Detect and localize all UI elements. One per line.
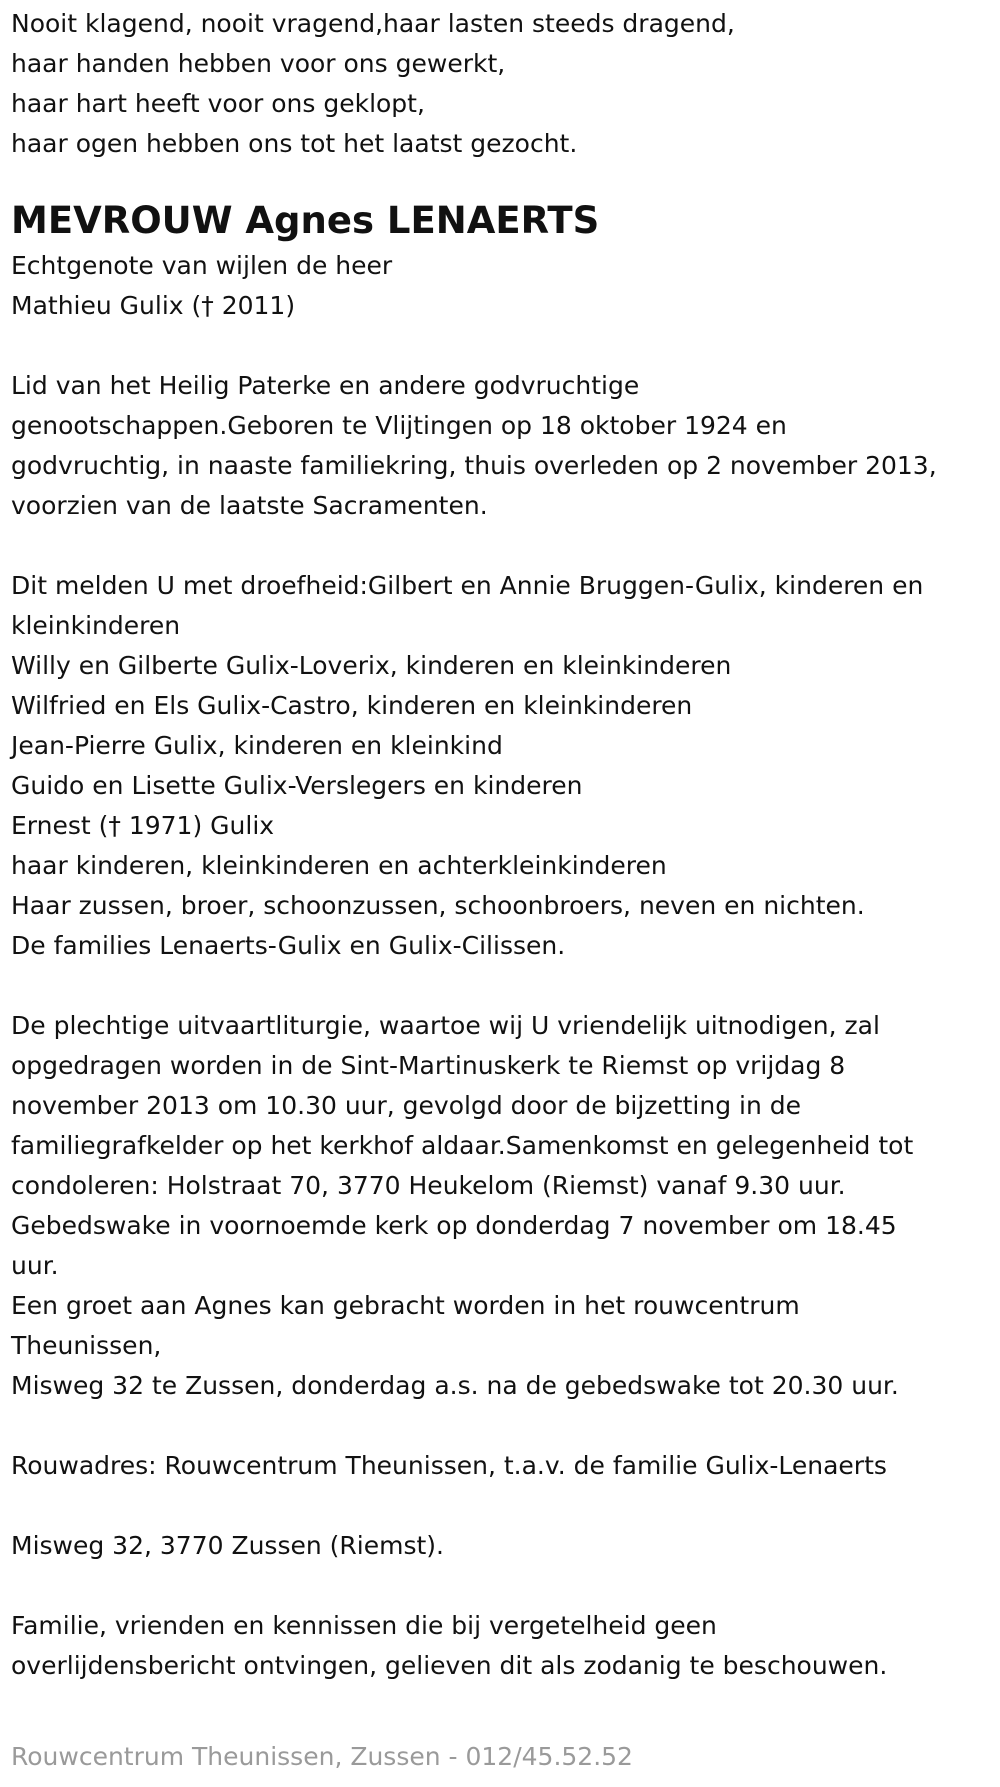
- ceremony-line: Gebedswake in voornoemde kerk op donderdag 7 november om 18.45: [11, 1211, 897, 1240]
- ceremony-line: november 2013 om 10.30 uur, gevolgd door de bijzetting in de: [11, 1091, 802, 1120]
- spouse-line: Echtgenote van wijlen de heer: [11, 251, 393, 280]
- family-line: Ernest († 1971) Gulix: [11, 811, 275, 840]
- family-block: [11, 566, 996, 966]
- biography-line: Lid van het Heilig Paterke en andere godvruchtige: [11, 371, 640, 400]
- ceremony-line: condoleren: Holstraat 70, 3770 Heukelom (Riemst) vanaf 9.30 uur.: [11, 1171, 846, 1200]
- obituary-notice: [11, 4, 996, 1686]
- family-line: haar kinderen, kleinkinderen en achterkleinkinderen: [11, 851, 667, 880]
- family-line: Willy en Gilberte Gulix-Loverix, kinderen en kleinkinderen: [11, 651, 732, 680]
- poem-block: [11, 4, 996, 164]
- ceremony-line: Theunissen,: [11, 1331, 162, 1360]
- ceremony-line: De plechtige uitvaartliturgie, waartoe wij U vriendelijk uitnodigen, zal: [11, 1011, 880, 1040]
- closing-block: [11, 1606, 996, 1686]
- paragraph-spacer: [11, 1566, 996, 1606]
- paragraph-spacer: [11, 526, 996, 566]
- spouse-line: Mathieu Gulix († 2011): [11, 291, 296, 320]
- family-line: Dit melden U met droefheid:Gilbert en Annie Bruggen-Gulix, kinderen en: [11, 571, 924, 600]
- ceremony-line: Een groet aan Agnes kan gebracht worden in het rouwcentrum: [11, 1291, 800, 1320]
- paragraph-spacer: [11, 966, 996, 1006]
- poem-line: haar ogen hebben ons tot het laatst gezocht.: [11, 129, 578, 158]
- paragraph-spacer: [11, 326, 996, 366]
- ceremony-line: Misweg 32 te Zussen, donderdag a.s. na de gebedswake tot 20.30 uur.: [11, 1371, 899, 1400]
- family-line: kleinkinderen: [11, 611, 181, 640]
- deceased-name: MEVROUW Agnes LENAERTS: [11, 199, 600, 242]
- poem-line: haar handen hebben voor ons gewerkt,: [11, 49, 506, 78]
- mourning-address: Rouwadres: Rouwcentrum Theunissen, t.a.v. de familie Gulix-Lenaerts: [11, 1451, 887, 1480]
- family-line: Jean-Pierre Gulix, kinderen en kleinkind: [11, 731, 503, 760]
- biography-line: godvruchtig, in naaste familiekring, thuis overleden op 2 november 2013,: [11, 451, 937, 480]
- family-line: De families Lenaerts-Gulix en Gulix-Cilissen.: [11, 931, 566, 960]
- funeral-home-footer: Rouwcentrum Theunissen, Zussen - 012/45.52.52: [11, 1742, 633, 1771]
- ceremony-block: [11, 1006, 996, 1406]
- biography-line: voorzien van de laatste Sacramenten.: [11, 491, 488, 520]
- closing-line: Familie, vrienden en kennissen die bij vergetelheid geen: [11, 1611, 717, 1640]
- closing-line: overlijdensbericht ontvingen, gelieven dit als zodanig te beschouwen.: [11, 1651, 888, 1680]
- ceremony-line: familiegrafkelder op het kerkhof aldaar.Samenkomst en gelegenheid tot: [11, 1131, 914, 1160]
- ceremony-line: uur.: [11, 1251, 59, 1280]
- biography-block: [11, 366, 996, 526]
- family-line: Guido en Lisette Gulix-Verslegers en kinderen: [11, 771, 583, 800]
- spouse-block: [11, 246, 996, 326]
- paragraph-spacer: [11, 1406, 996, 1446]
- poem-line: Nooit klagend, nooit vragend,haar lasten steeds dragend,: [11, 9, 735, 38]
- mourning-address-street: Misweg 32, 3770 Zussen (Riemst).: [11, 1531, 444, 1560]
- biography-line: genootschappen.Geboren te Vlijtingen op 18 oktober 1924 en: [11, 411, 787, 440]
- ceremony-line: opgedragen worden in de Sint-Martinuskerk te Riemst op vrijdag 8: [11, 1051, 846, 1080]
- family-line: Haar zussen, broer, schoonzussen, schoonbroers, neven en nichten.: [11, 891, 865, 920]
- family-line: Wilfried en Els Gulix-Castro, kinderen en kleinkinderen: [11, 691, 693, 720]
- poem-line: haar hart heeft voor ons geklopt,: [11, 89, 425, 118]
- paragraph-spacer: [11, 1486, 996, 1526]
